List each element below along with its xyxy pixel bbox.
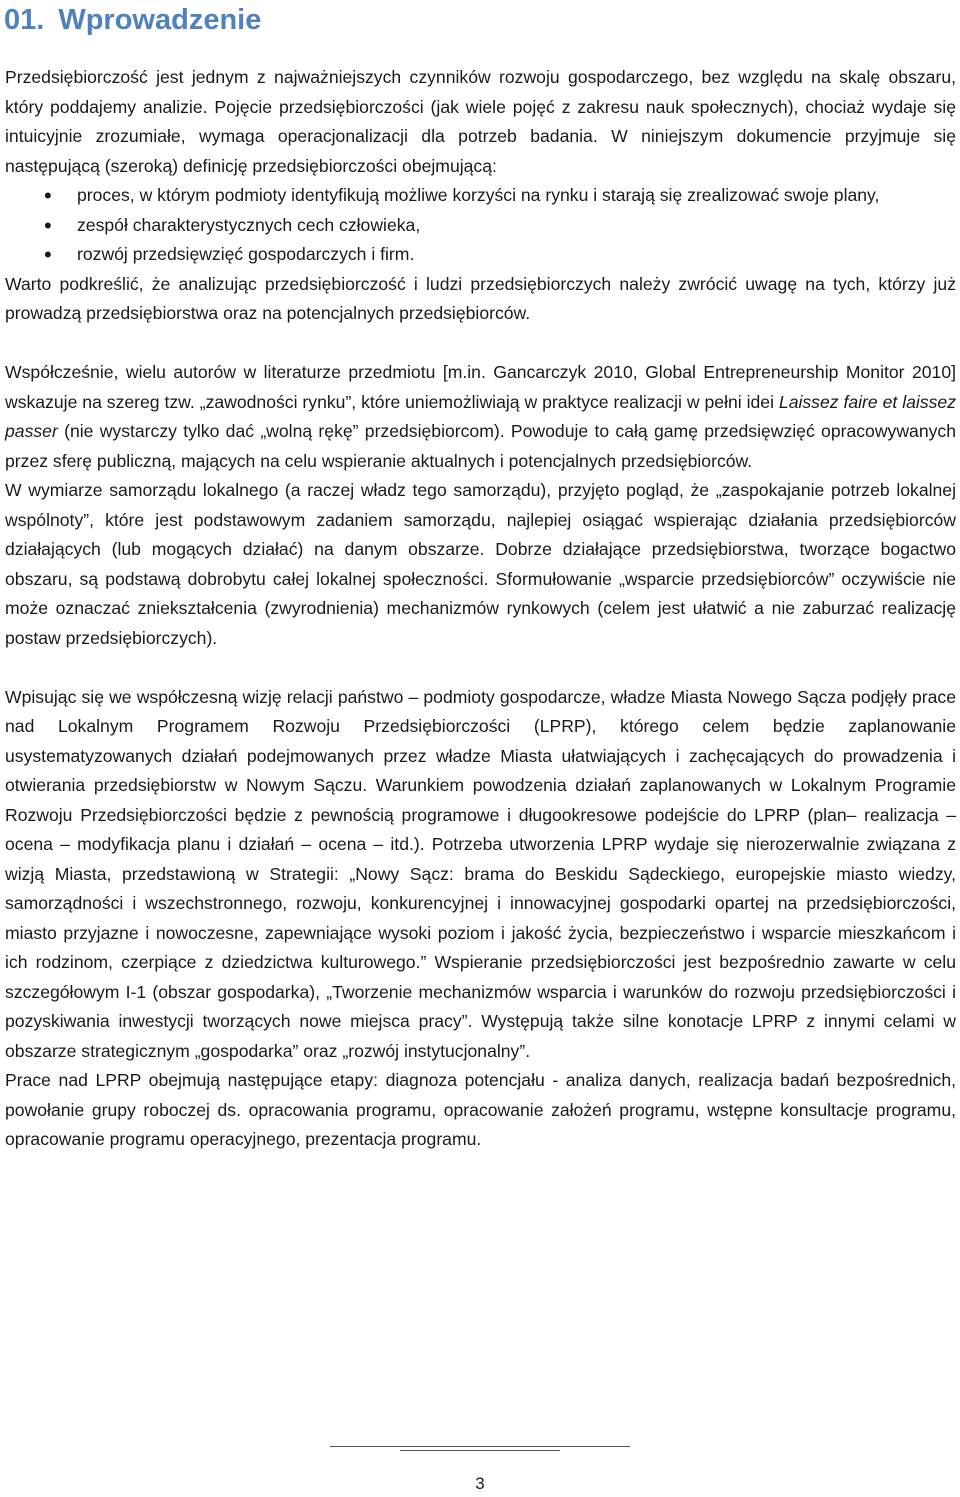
list-item: • zespół charakterystycznych cech człowieka, [77, 211, 956, 241]
page-number: 3 [475, 1474, 485, 1493]
paragraph-entrepreneurs: Warto podkreślić, że analizując przedsiębiorczość i ludzi przedsiębiorczych należy zwrócić uwagę na tych, którzy już prowadzą przedsiębiorstwa oraz na potencjalnych przedsiębiorców. [5, 273, 956, 323]
definition-list [5, 181, 956, 270]
footer-divider [330, 1442, 630, 1454]
paragraph-intro: Przedsiębiorczość jest jednym z najważniejszych czynników rozwoju gospodarczego, bez względu na skalę obszaru, który poddajemy analizie. Pojęcie przedsiębiorczości (jak wiele pojęć z zakresu nauk społecznych), chociaż wydaje się intuicyjnie zrozumiałe, wymaga operacjonalizacji dla potrzeb badania. W niniejszym dokumencie przyjmuje się następującą (szeroką) definicję przedsiębiorczości obejmującą: [5, 67, 956, 176]
document-body [5, 63, 956, 1155]
italic-phrase: Laissez faire et laissez passer [5, 391, 956, 441]
list-item: • rozwój przedsięwzięć gospodarczych i firm. [77, 240, 956, 270]
paragraph-lprp: Wpisując się we współczesną wizję relacji państwo – podmioty gospodarcze, władze Miasta Nowego Sącza podjęły prace nad Lokalnym Programem Rozwoju Przedsiębiorczości (LPRP), którego celem będzie zaplanowanie usystematyzowanych działań podejmowanych przez władze Miasta ułatwiających i zachęcających do prowadzenia i otwierania przedsiębiorstw w Nowym Sączu. Warunkiem powodzenia działań zaplanowanych w Lokalnym Programie Rozwoju Przedsiębiorczości będzie z pewnością programowe i długookresowe podejście do LPRP (plan– realizacja – ocena – modyfikacja planu i działań – ocena – itd.). Potrzeba utworzenia LPRP wydaje się nierozerwalnie związana z wizją Miasta, przedstawioną w Strategii: „Nowy Sącz: brama do Beskidu Sądeckiego, europejskie miasto wiedzy, samorządności i wszechstronnego, rozwoju, konkurencyjnej i innowacyjnej gospodarki opartej na przedsiębiorczości, miasto przyjazne i nowoczesne, zapewniające wysoki poziom i jakość życia, bezpieczeństwo i wsparcie mieszkańcom i ich rodzinom, czerpiące z dziedzictwa kulturowego.” Wspieranie przedsiębiorczości jest bezpośrednio zawarte w celu szczegółowym I-1 (obszar gospodarka), „Tworzenie mechanizmów wsparcia i warunków do rozwoju przedsiębiorczości i pozyskiwania inwestycji tworzących nowe miejsca pracy”. Występują także silne konotacje LPRP z innymi celami w obszarze strategicznym „gospodarka” oraz „rozwój instytucjonalny”. [5, 686, 956, 1061]
text-span: (nie wystarczy tylko dać „wolną rękę” przedsiębiorcom). Powoduje to całą gamę przedsięwzięć opracowywanych przez sferę publiczną, mających na celu wspieranie aktualnych i potencjalnych przedsiębiorców. [5, 421, 956, 471]
section-number: 01. [4, 4, 45, 36]
text-span: Współcześnie, wielu autorów w literaturze przedmiotu [m.in. Gancarczyk 2010, Global Entrepreneurship Monitor 2010] wskazuje na szereg tzw. „zawodności rynku”, które uniemożliwiają w praktyce realizacji w pełni idei [5, 362, 956, 412]
paragraph-stages: Prace nad LPRP obejmują następujące etapy: diagnoza potencjału - analiza danych, realizacja badań bezpośrednich, powołanie grupy roboczej ds. opracowania programu, opracowanie założeń programu, wstępne konsultacje programu, opracowanie programu operacyjnego, prezentacja programu. [5, 1070, 956, 1149]
section-title: Wprowadzenie [58, 4, 262, 36]
paragraph-market-failures [5, 358, 956, 476]
list-item: • proces, w którym podmioty identyfikują możliwe korzyści na rynku i starają się zrealizować swoje plany, [77, 181, 956, 211]
section-heading [4, 2, 261, 38]
paragraph-local-government: W wymiarze samorządu lokalnego (a raczej władz tego samorządu), przyjęto pogląd, że „zaspokajanie potrzeb lokalnej wspólnoty”, które jest podstawowym zadaniem samorządu, najlepiej osiągać wspierając działania przedsiębiorców działających (lub mogących działać) na danym obszarze. Dobrze działające przedsiębiorstwa, tworzące bogactwo obszaru, są podstawą dobrobytu całej lokalnej społeczności. Sformułowanie „wsparcie przedsiębiorców” oczywiście nie może oznaczać zniekształcenia (zwyrodnienia) mechanizmów rynkowych (celem jest ułatwić a nie zaburzać realizację postaw przedsiębiorczych). [5, 480, 956, 648]
